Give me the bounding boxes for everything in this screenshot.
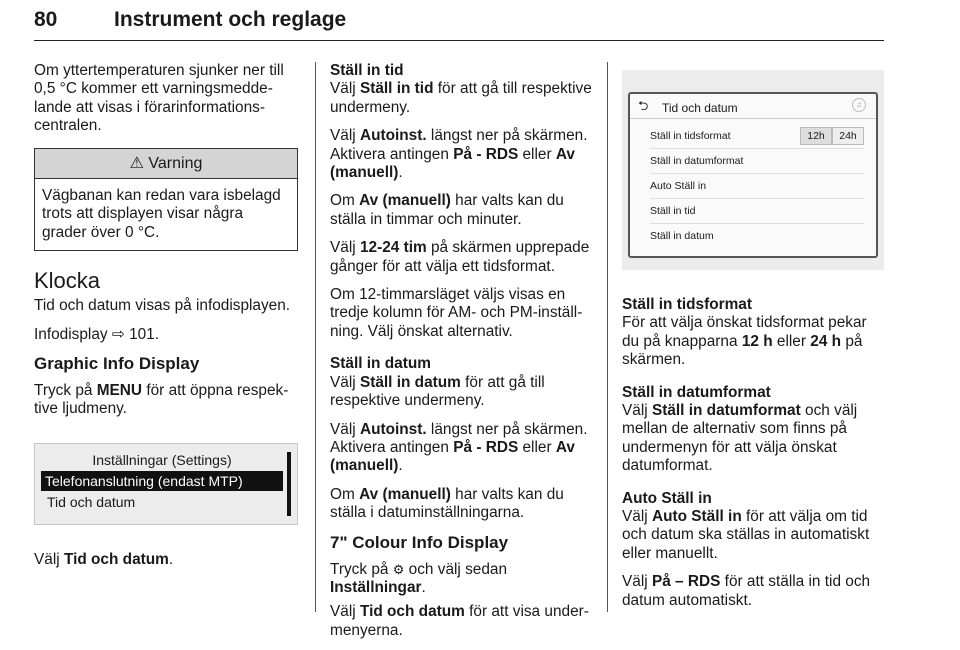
set-time-p3 (330, 192, 592, 229)
gid-paragraph (34, 382, 298, 419)
gid-menu-item[interactable]: Tid och datum (47, 493, 136, 510)
music-note-icon[interactable]: ♫ (852, 98, 866, 112)
keyword: Auto Ställ in (651, 508, 742, 526)
text: Välj (330, 373, 356, 391)
text: Välj (622, 402, 648, 420)
menu-keyword: MENU (96, 382, 143, 400)
text: Välj (330, 420, 356, 438)
gid-text-post: för att öppna respektive ljudmeny. (34, 382, 289, 418)
menu-row-set-time[interactable]: Ställ in tid (650, 199, 864, 224)
menu-row-auto-set[interactable]: Auto Ställ in (650, 174, 864, 199)
text: . (398, 457, 403, 475)
text: på skärmen. (622, 332, 863, 369)
cid-heading: 7" Colour Info Display (330, 532, 509, 552)
fmt-paragraph (622, 314, 884, 369)
text: för att välja om tid och datum ska ställas in automatiskt eller manuellt. (622, 508, 870, 562)
keyword: 12-24 tim (359, 239, 427, 257)
keyword: Ställ in datumformat (651, 402, 801, 420)
text: för att gå till respektive undermeny. (330, 373, 545, 410)
keyword: 12 h (741, 332, 773, 350)
text: eller (522, 438, 552, 456)
set-date-p2 (330, 421, 592, 476)
text: längst ner på skärmen. Aktivera antingen (330, 420, 588, 456)
keyword: På - RDS (453, 145, 519, 163)
chapter-title: Instrument och reglage (114, 8, 347, 31)
column-1 (34, 62, 298, 579)
keyword: Av (manuell) (330, 145, 575, 182)
keyword: Autoinst. (359, 420, 427, 438)
menu-row-date-format[interactable]: Ställ in datumformat (650, 149, 864, 174)
warning-body: Vägbanan kan redan vara isbelagd trots att displayen visar några grader över 0 °C. (42, 187, 281, 241)
select-paragraph (34, 551, 298, 569)
format-buttons (800, 127, 864, 145)
text: För att välja önskat tidsformat pekar du på knapparna (622, 314, 867, 350)
text: Om (330, 192, 355, 210)
text: Välj (622, 573, 648, 591)
text: Tryck på (330, 560, 389, 578)
menu-row-set-date[interactable]: Ställ in datum (650, 230, 714, 242)
fmt-heading: Ställ in tidsformat (622, 296, 752, 313)
column-3 (622, 62, 884, 620)
gid-scrollbar[interactable] (287, 452, 291, 516)
keyword: Av (manuell) (330, 438, 575, 475)
display-screen (628, 92, 878, 258)
select-pre: Välj (34, 550, 60, 568)
datefmt-heading: Ställ in datumformat (622, 383, 771, 401)
screen-header (630, 94, 876, 119)
klocka-text: Tid och datum visas på infodisplayen. (34, 297, 291, 315)
select-post: . (168, 550, 174, 568)
warning-icon: ⚠ (129, 154, 144, 172)
infodisplay-page-link[interactable]: 101. (129, 325, 160, 343)
text: har valts kan du ställa in timmar och minuter. (330, 192, 564, 228)
text: Om (330, 485, 355, 503)
datefmt-paragraph (622, 402, 884, 476)
menu-row-label: Ställ in tidsformat (650, 130, 731, 142)
set-date-heading: Ställ in datum (330, 355, 431, 373)
set-time-p4 (330, 239, 592, 276)
select-keyword: Tid och datum (63, 550, 169, 568)
set-time-p2 (330, 127, 592, 182)
btn-12h[interactable]: 12h (800, 127, 832, 145)
gid-heading: Graphic Info Display (34, 354, 200, 374)
menu-row-time-format[interactable] (650, 124, 864, 149)
header-rule (34, 40, 884, 41)
cid-screenshot (622, 70, 884, 270)
text: . (421, 578, 426, 596)
page-number: 80 (34, 8, 58, 31)
text: eller (522, 145, 552, 163)
btn-24h[interactable]: 24h (832, 127, 864, 145)
text: Välj (330, 239, 356, 257)
text: Välj (330, 80, 356, 98)
settings-icon: ⚙ (392, 561, 405, 577)
text: för att gå till respektive undermeny. (330, 80, 592, 116)
text: Välj (330, 603, 356, 621)
set-time-p1 (330, 80, 592, 117)
infodisplay-label: Infodisplay (34, 325, 108, 343)
keyword: På – RDS (651, 573, 721, 591)
keyword: Autoinst. (359, 127, 427, 145)
infodisplay-ref-paragraph (34, 326, 298, 344)
keyword: Ställ in datum (359, 373, 461, 391)
text: och välj mellan de alternativ som finns på undermenyn för att välja önskat datumformat. (622, 402, 858, 475)
klocka-heading: Klocka (34, 268, 101, 294)
keyword: Tid och datum (359, 603, 465, 621)
text: Välj (330, 127, 356, 145)
warning-title: Varning (148, 154, 203, 172)
screen-title: Tid och datum (662, 101, 738, 115)
column-divider-2 (607, 62, 608, 612)
gid-text-pre: Tryck på (34, 382, 93, 400)
text: eller (776, 332, 806, 350)
text: längst ner på skärmen. Aktivera antingen (330, 127, 588, 163)
set-date-p3 (330, 486, 592, 523)
page-ref-arrow-icon: ⇨ (111, 325, 125, 343)
text: för att visa undermenyerna. (330, 603, 589, 639)
auto-p1 (622, 508, 884, 563)
warning-header (35, 149, 297, 179)
gid-selected-item[interactable]: Telefonanslutning (endast MTP) (41, 471, 283, 491)
keyword: 24 h (810, 332, 842, 350)
keyword: På - RDS (453, 438, 519, 456)
set-time-p5: Om 12-timmarsläget väljs visas en tredje kolumn för AM- och PM-inställning. Välj önskat alternativ. (330, 286, 583, 340)
auto-p2 (622, 573, 884, 610)
intro-paragraph: Om yttertemperaturen sjunker ner till 0,5 °C kommer ett varningsmeddelande att visas i förarinformationscentralen. (34, 62, 284, 135)
cid-p1 (330, 561, 592, 598)
set-time-heading: Ställ in tid (330, 62, 404, 79)
auto-heading: Auto Ställ in (622, 489, 712, 507)
keyword: Av (manuell) (359, 192, 451, 210)
text: och välj sedan (408, 560, 508, 578)
column-2 (330, 62, 592, 650)
text: . (398, 164, 403, 182)
column-divider-1 (315, 62, 316, 612)
page-header (34, 6, 884, 42)
set-date-p1 (330, 374, 592, 411)
keyword: Av (manuell) (359, 485, 451, 503)
text: har valts kan du ställa i datuminställningarna. (330, 485, 564, 522)
keyword: Ställ in tid (359, 80, 434, 98)
warning-box (34, 148, 298, 252)
cid-p2 (330, 603, 592, 640)
gid-screenshot (34, 443, 298, 525)
keyword: Inställningar (330, 578, 422, 596)
text: på skärmen upprepade gånger för att välja ett tidsformat. (330, 239, 590, 275)
back-icon[interactable]: ⮌ (638, 98, 649, 113)
text: för att ställa in tid och datum automatiskt. (622, 573, 871, 609)
gid-screen-title: Inställningar (Settings) (92, 451, 232, 468)
text: Välj (622, 508, 648, 526)
